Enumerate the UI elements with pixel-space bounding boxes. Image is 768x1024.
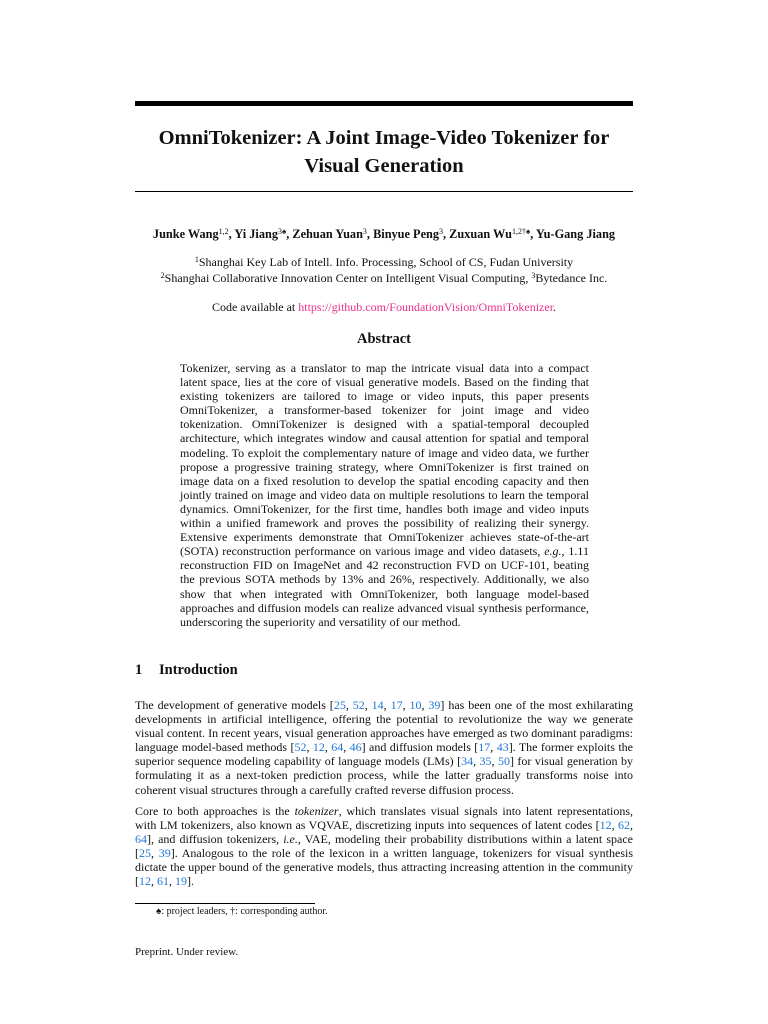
- citation-link[interactable]: 17: [478, 740, 491, 755]
- citation-link[interactable]: 52: [294, 740, 307, 755]
- intro-paragraph-1: The development of generative models [25, 52, 14, 17, 10, 39] has been one of the most exhilarating developments in artificial intelligence, offering the potential to revolutionize the way we generate visual content. In recent years, visual generation approaches have emerged as two dominant paradigms: language model-based methods [52, 12, 64, 46] and diffusion models [17, 43]. The former exploits the superior sequence modeling capability of language models (LMs) [34, 35, 50] for visual generation by formulating it as a next-token prediction process, while the latter gradually transforms noise into coherent visual structures through a carefully crafted reverse diffusion process.: [135, 698, 634, 797]
- citation-link[interactable]: 61: [157, 874, 169, 889]
- abstract-text: Tokenizer, serving as a translator to map the intricate visual data into a compact latent space, lies at the core of visual generative models. Based on the finding that existing tokenizers are tailored to image or video inputs, this paper presents OmniTokenizer, a transformer-based tokenizer for joint image and video tokenization. OmniTokenizer is designed with a spatial-temporal decoupled architecture, which integrates window and causal attention for spatial and temporal modeling. To exploit the complementary nature of image and video data, we further propose a progressive training strategy, where OmniTokenizer is first trained on image data on a fixed resolution to develop the spatial encoding capacity and then jointly trained on image and video data on multiple resolutions to learn the temporal dynamics. OmniTokenizer, for the first time, handles both image and video inputs within a unified framework and proves the possibility of realizing their synergy. Extensive experiments demonstrate that OmniTokenizer achieves state-of-the-art (SOTA) reconstruction performance on various image and video datasets, e.g., 1.11 reconstruction FID on ImageNet and 42 reconstruction FVD on UCF-101, beating the previous SOTA methods by 13% and 26%, respectively. Additionally, we also show that when integrated with OmniTokenizer, both language model-based approaches and diffusion models can realize advanced visual synthesis performance, underscoring the superiority and versatility of our method.: [180, 361, 589, 629]
- author: Yu-Gang Jiang: [535, 227, 616, 241]
- paper-title: OmniTokenizer: A Joint Image-Video Tokenizer for Visual Generation: [158, 127, 610, 177]
- code-link[interactable]: https://github.com/FoundationVision/OmniTokenizer: [298, 300, 554, 314]
- citation-link[interactable]: 17: [390, 698, 403, 712]
- citation-link[interactable]: 10: [409, 698, 422, 712]
- title-top-rule: [135, 101, 633, 106]
- abstract-heading: Abstract: [357, 331, 411, 347]
- footnote: ♠: project leaders, †: corresponding author.: [156, 906, 328, 917]
- citation-link[interactable]: 35: [479, 754, 492, 769]
- author-list: Junke Wang$^{1,2}$, Yi Jiang$^{3♠}$, Zehuan Yuan$^3$, Binyue Peng$^3$, Zuxuan $Wu^{1,2\dagger♠}$, Yu-Gang Jiang: [152, 227, 616, 241]
- affiliation-1: $^1$Shanghai Key Lab of Intell. Info. Processing, School of CS, Fudan University: [194, 255, 574, 269]
- author: Yi Jiang$^{3♠}$: [234, 227, 287, 241]
- citation-link[interactable]: 50: [497, 754, 510, 769]
- intro-paragraph-2: Core to both approaches is the tokenizer, which translates visual signals into latent representations, with LM tokenizers, also known as VQVAE, discretizing inputs into sequences of latent codes [12, 62, 64], and diffusion tokenizers, i.e., VAE, modeling their probability distributions within a latent space [25, 39]. Analogous to the role of the lexicon in a written language, tokenizers for visual synthesis dictate the upper bound of the generative models, thus attracting increasing attention in the community [12, 61, 19].: [135, 804, 634, 889]
- footnote-rule: [135, 903, 315, 904]
- author: Zuxuan $Wu^{1,2\dagger♠}$: [449, 227, 531, 241]
- citation-link[interactable]: 25: [139, 846, 151, 861]
- author: Zehuan Yuan$^3$: [292, 227, 367, 241]
- citation-link[interactable]: 39: [428, 698, 441, 712]
- title-bottom-rule: [135, 191, 633, 192]
- preprint-notice: Preprint. Under review.: [135, 946, 239, 958]
- citation-link[interactable]: 62: [618, 818, 631, 833]
- citation-link[interactable]: 25: [333, 698, 346, 712]
- author: Junke Wang$^{1,2}$: [152, 227, 229, 241]
- author: Binyue Peng$^3$: [373, 227, 444, 241]
- citation-link[interactable]: 46: [349, 740, 362, 755]
- citation-link[interactable]: 12: [312, 740, 325, 755]
- citation-link[interactable]: 34: [461, 754, 474, 769]
- citation-link[interactable]: 52: [352, 698, 365, 712]
- affiliations: [120, 254, 648, 286]
- citation-link[interactable]: 39: [158, 846, 171, 861]
- citation-link[interactable]: 43: [496, 740, 509, 755]
- section-heading-introduction: 1 Introduction: [135, 662, 238, 678]
- citation-link[interactable]: 19: [175, 874, 187, 889]
- citation-link[interactable]: 64: [135, 832, 147, 847]
- citation-link[interactable]: 12: [599, 818, 612, 833]
- code-availability: Code available at https://github.com/FoundationVision/OmniTokenizer.: [211, 300, 557, 314]
- citation-link[interactable]: 14: [371, 698, 384, 712]
- affiliation-2: $^2$Shanghai Collaborative Innovation Center on Intelligent Visual Computing, $^3$Bytedance Inc.: [160, 271, 608, 285]
- citation-link[interactable]: 12: [139, 874, 151, 889]
- citation-link[interactable]: 64: [331, 740, 344, 755]
